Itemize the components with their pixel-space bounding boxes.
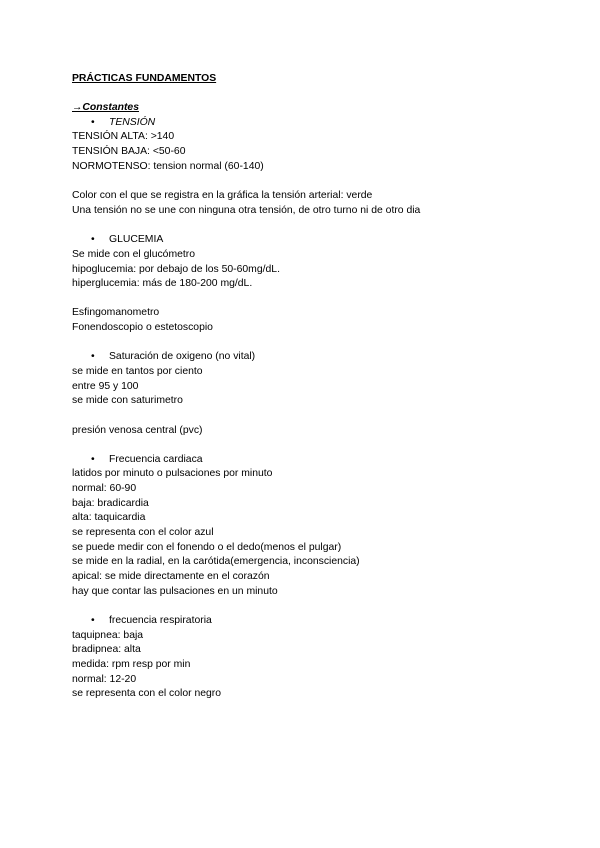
text-line: hay que contar las pulsaciones en un minuto	[72, 586, 278, 597]
text-line: Fonendoscopio o estetoscopio	[72, 322, 213, 333]
text-line: alta: taquicardia	[72, 512, 146, 523]
text-line: entre 95 y 100	[72, 381, 139, 392]
document-title: PRÁCTICAS FUNDAMENTOS	[72, 73, 217, 84]
text-line: bradipnea: alta	[72, 644, 141, 655]
text-line: medida: rpm resp por min	[72, 659, 191, 670]
text-line: Color con el que se registra en la gráfica la tensión arterial: verde	[72, 190, 373, 201]
text-line: apical: se mide directamente en el corazón	[72, 571, 270, 582]
bullet-icon: •	[91, 454, 95, 465]
bullet-saturacion	[91, 350, 255, 364]
text-line: se mide en tantos por ciento	[72, 366, 203, 377]
text-line: normal: 12-20	[72, 674, 137, 685]
text-line: se mide en la radial, en la carótida(emergencia, inconsciencia)	[72, 556, 360, 567]
text-line: se mide con saturimetro	[72, 395, 183, 406]
text-line: latidos por minuto o pulsaciones por minuto	[72, 468, 273, 479]
text-line: baja: bradicardia	[72, 498, 149, 509]
saturacion-heading: Saturación de oxigeno (no vital)	[109, 351, 256, 362]
text-line: Una tensión no se une con ninguna otra tensión, de otro turno ni de otro dia	[72, 205, 421, 216]
bullet-frecuencia-cardiaca	[91, 453, 203, 467]
bullet-icon: •	[91, 234, 95, 245]
text-line: Esfingomanometro	[72, 307, 160, 318]
text-line: TENSIÓN ALTA: >140	[72, 131, 175, 142]
tension-heading: TENSIÓN	[109, 117, 156, 128]
text-line: se representa con el color azul	[72, 527, 214, 538]
bullet-icon: •	[91, 615, 95, 626]
section-heading: →Constantes	[72, 102, 139, 113]
text-line: se puede medir con el fonendo o el dedo(menos el pulgar)	[72, 542, 342, 553]
glucemia-heading: GLUCEMIA	[109, 234, 164, 245]
text-line: taquipnea: baja	[72, 630, 144, 641]
frecuencia-cardiaca-heading: Frecuencia cardiaca	[109, 454, 203, 465]
text-line: TENSIÓN BAJA: <50-60	[72, 146, 186, 157]
text-line: Se mide con el glucómetro	[72, 249, 196, 260]
bullet-frecuencia-respiratoria	[91, 614, 212, 628]
text-line: NORMOTENSO: tension normal (60-140)	[72, 161, 264, 172]
text-line: se representa con el color negro	[72, 688, 222, 699]
text-line: presión venosa central (pvc)	[72, 425, 203, 436]
bullet-icon: •	[91, 351, 95, 362]
bullet-tension	[91, 116, 155, 130]
text-line: hipoglucemia: por debajo de los 50-60mg/dL.	[72, 264, 280, 275]
text-line: hiperglucemia: más de 180-200 mg/dL.	[72, 278, 253, 289]
frecuencia-respiratoria-heading: frecuencia respiratoria	[109, 615, 212, 626]
bullet-icon: •	[91, 117, 95, 128]
bullet-glucemia	[91, 233, 163, 247]
text-line: normal: 60-90	[72, 483, 137, 494]
